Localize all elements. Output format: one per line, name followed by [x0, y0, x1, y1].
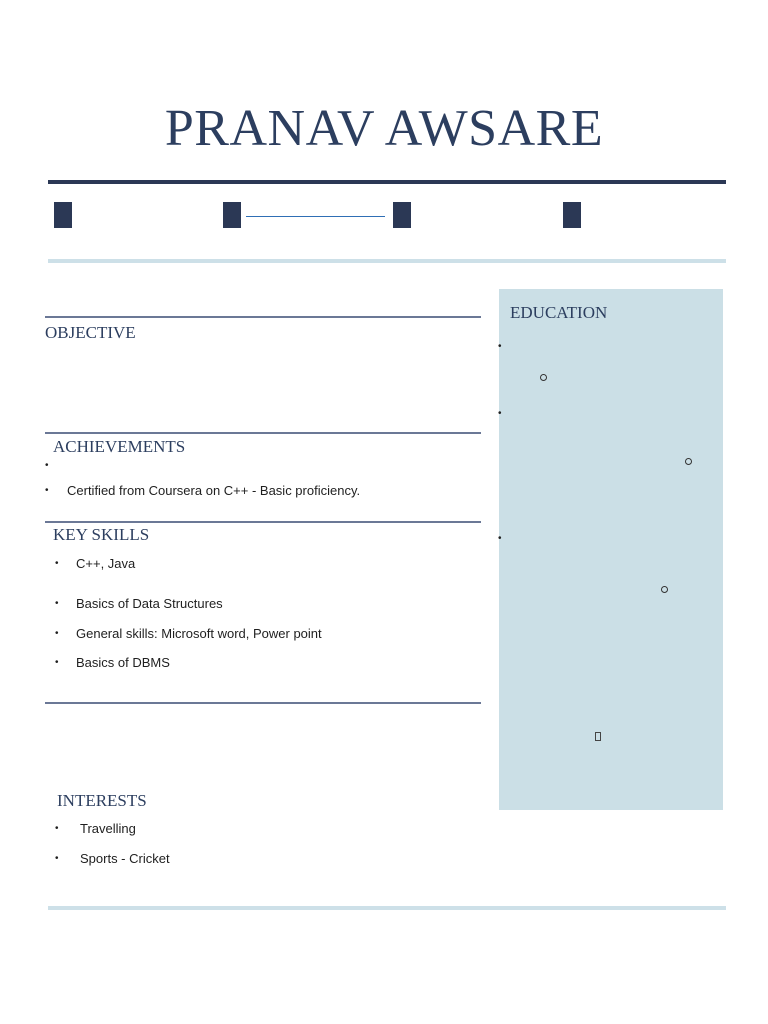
sub-bullet-circle — [661, 586, 668, 593]
education-sidebar — [499, 289, 723, 810]
resume-name: PRANAV AWSARE — [164, 100, 604, 157]
achievement-item: Certified from Coursera on C++ - Basic proficiency. — [67, 483, 361, 498]
bullet: • — [55, 598, 59, 609]
bullet: • — [45, 485, 49, 496]
sub-bullet-circle — [685, 458, 692, 465]
achievements-heading: ACHIEVEMENTS — [53, 437, 186, 456]
education-heading: EDUCATION — [510, 303, 608, 322]
skills-bottom-rule — [45, 702, 481, 704]
bullet: • — [55, 558, 59, 569]
skill-item: C++, Java — [76, 556, 136, 571]
location-icon — [563, 202, 581, 228]
bullet: • — [498, 408, 502, 419]
skill-item: Basics of Data Structures — [76, 596, 223, 611]
objective-rule — [45, 316, 481, 318]
bullet: • — [55, 628, 59, 639]
skill-item: Basics of DBMS — [76, 655, 170, 670]
interest-item: Sports - Cricket — [80, 851, 170, 866]
placeholder-glyph — [595, 732, 601, 741]
skill-item: General skills: Microsoft word, Power point — [76, 626, 322, 641]
interest-item: Travelling — [80, 821, 136, 836]
achievements-rule — [45, 432, 481, 434]
bullet: • — [55, 657, 59, 668]
interests-heading: INTERESTS — [57, 791, 147, 810]
sub-bullet-circle — [540, 374, 547, 381]
footer-divider — [48, 906, 726, 910]
bullet: • — [45, 460, 49, 471]
bullet: • — [498, 341, 502, 352]
skills-heading: KEY SKILLS — [53, 525, 150, 544]
objective-heading: OBJECTIVE — [45, 323, 136, 342]
bullet: • — [55, 823, 59, 834]
email-icon — [223, 202, 241, 228]
linkedin-icon — [393, 202, 411, 228]
bullet: • — [55, 853, 59, 864]
header-divider — [48, 180, 726, 184]
skills-rule — [45, 521, 481, 523]
email-link[interactable] — [246, 216, 385, 217]
bullet: • — [498, 533, 502, 544]
contact-divider — [48, 259, 726, 263]
phone-icon — [54, 202, 72, 228]
